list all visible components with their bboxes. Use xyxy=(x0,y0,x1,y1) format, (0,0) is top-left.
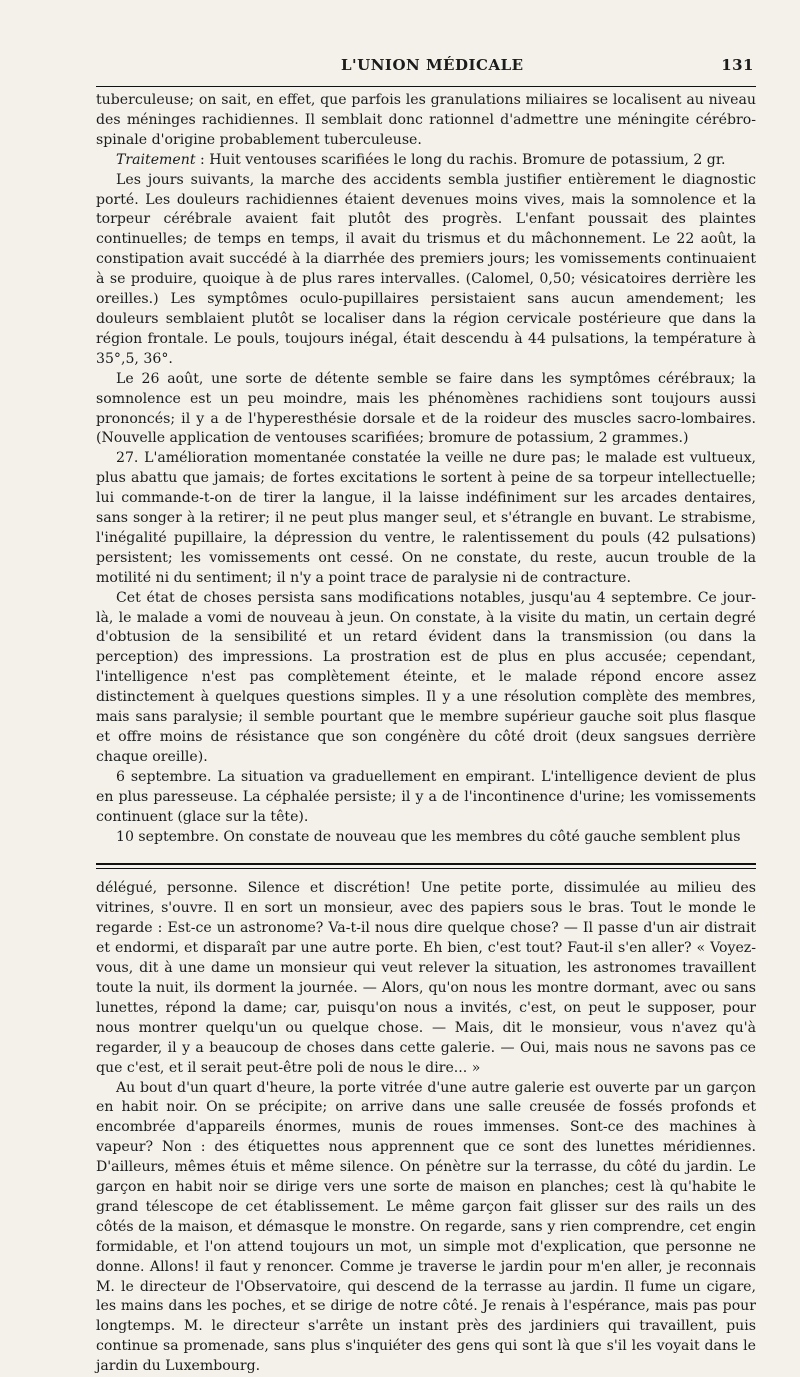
paragraph: Au bout d'un quart d'heure, la porte vitrée d'une autre galerie est ouverte par un garçon en habit noir. On se précipite; on arrive dans une salle creusée de fossés profonds et encombrée d'appareils énormes, munis de roues immenses. Sont-ce des machines à vapeur? Non : des étiquettes nous apprennent que ce sont des lunettes méridiennes. D'ailleurs, mêmes étuis et même silence. On pénètre sur la terrasse, du côté du jardin. Le garçon en habit noir se dirige vers une sorte de maison en planches; cest là qu'habite le grand télescope de cet établissement. Le même garçon fait glisser sur des rails un des côtés de la maison, et démasque le monstre. On regarde, sans y rien comprendre, cet engin formidable, et l'on attend toujours un mot, un simple mot d'explication, que personne ne donne. Allons! il faut y renoncer. Comme je traverse le jardin pour m'en aller, je reconnais M. le directeur de l'Observatoire, qui descend de la terrasse au jardin. Il fume un cigare, les mains dans les poches, et se dirige de notre côté. Je renais à l'espérance, mais pas pour longtemps. M. le directeur s'arrête un instant près des jardiniers qui travaillent, puis continue sa promenade, sans plus s'inquiéter des gens qui sont là que s'il les voyait dans le jardin du Luxembourg. xyxy=(96,1079,756,1377)
paragraph: tuberculeuse; on sait, en effet, que parfois les granulations miliaires se localisent au niveau des méninges rachidiennes. Il semblait donc rationnel d'admettre une méningite cérébro-spinale d'origine probablement tuberculeuse. xyxy=(96,91,756,151)
paragraph-treatment xyxy=(96,151,756,171)
paragraph: Les jours suivants, la marche des accidents sembla justifier entièrement le diagnostic porté. Les douleurs rachidiennes étaient devenues moins vives, mais la somnolence et la torpeur cérébrale avaient fait plutôt des progrès. L'enfant poussait des plaintes continuelles; de temps en temps, il avait du trismus et du mâchonnement. Le 22 août, la constipation avait succédé à la diarrhée des premiers jours; les vomissements continuaient à se produire, quoique à de plus rares intervalles. (Calomel, 0,50; vésicatoires derrière les oreilles.) Les symptômes oculo-pupillaires persistaient sans aucun amendement; les douleurs semblaient plutôt se localiser dans la région cervicale postérieure que dans la région frontale. Le pouls, toujours inégal, était descendu à 44 pulsations, la température à 35°,5, 36°. xyxy=(96,171,756,370)
paragraph: 6 septembre. La situation va graduellement en empirant. L'intelligence devient de plus en plus paresseuse. La céphalée persiste; il y a de l'incontinence d'urine; les vomissements continuent (glace sur la tête). xyxy=(96,768,756,828)
paragraph: Cet état de choses persista sans modifications notables, jusqu'au 4 septembre. Ce jour-là, le malade a vomi de nouveau à jeun. On constate, à la visite du matin, un certain degré d'obtusion de la sensibilité et un retard évident dans la transmission (ou dans la perception) des impressions. La prostration est de plus en plus accusée; cependant, l'intelligence n'est pas complètement éteinte, et le malade répond encore assez distinctement à quelques questions simples. Il y a une résolution complète des membres, mais sans paralysie; il semble pourtant que le membre supérieur gauche soit plus flasque et offre moins de résistance que son congénère du côté droit (deux sangsues derrière chaque oreille). xyxy=(96,589,756,768)
journal-title: L'UNION MÉDICALE xyxy=(341,50,524,80)
treatment-label: Traitement xyxy=(116,152,196,168)
feuilleton-separator xyxy=(96,863,756,869)
running-header xyxy=(96,50,756,80)
treatment-text: : Huit ventouses scarifiées le long du rachis. Bromure de potassium, 2 gr. xyxy=(196,152,726,168)
article-body xyxy=(96,91,756,847)
paragraph: 10 septembre. On constate de nouveau que les membres du côté gauche semblent plus xyxy=(96,828,756,848)
paragraph: Le 26 août, une sorte de détente semble se faire dans les symptômes cérébraux; la somnolence est un peu moindre, mais les phénomènes rachidiens sont toujours aussi prononcés; il y a de l'hyperesthésie dorsale et de la roideur des muscles sacro-lombaires. (Nouvelle application de ventouses scarifiées; bromure de potassium, 2 grammes.) xyxy=(96,370,756,450)
header-rule xyxy=(96,86,756,87)
paragraph: 27. L'amélioration momentanée constatée la veille ne dure pas; le malade est vultueux, plus abattu que jamais; de fortes excitations le sortent à peine de sa torpeur intellectuelle; lui commande-t-on de tirer la langue, il la laisse indéfiniment sur les arcades dentaires, sans songer à la retirer; il ne peut plus manger seul, et s'étrangle en buvant. Le strabisme, l'inégalité pupillaire, la dépression du ventre, le ralentissement du pouls (42 pulsations) persistent; les vomissements ont cessé. On ne constate, du reste, aucun trouble de la motilité ni du sentiment; il n'y a point trace de paralysie ni de contracture. xyxy=(96,449,756,588)
journal-page xyxy=(96,50,756,1377)
paragraph: délégué, personne. Silence et discrétion! Une petite porte, dissimulée au milieu des vitrines, s'ouvre. Il en sort un monsieur, avec des papiers sous le bras. Tout le monde le regarde : Est-ce un astronome? Va-t-il nous dire quelque chose? — Il passe d'un air distrait et endormi, et disparaît par une autre porte. Eh bien, c'est tout? Faut-il s'en aller? « Voyez-vous, dit à une dame un monsieur qui veut relever la situation, les astronomes travaillent toute la nuit, ils dorment la journée. — Alors, qu'on nous les montre dormant, avec ou sans lunettes, répond la dame; car, puisqu'on nous a invités, c'est, on peut le supposer, pour nous montrer quelqu'un ou quelque chose. — Mais, dit le monsieur, vous n'avez qu'à regarder, il y a beaucoup de choses dans cette galerie. — Oui, mais nous ne savons pas ce que c'est, et il serait peut-être poli de nous le dire... » xyxy=(96,879,756,1078)
page-number: 131 xyxy=(721,50,754,80)
feuilleton-body xyxy=(96,879,756,1377)
